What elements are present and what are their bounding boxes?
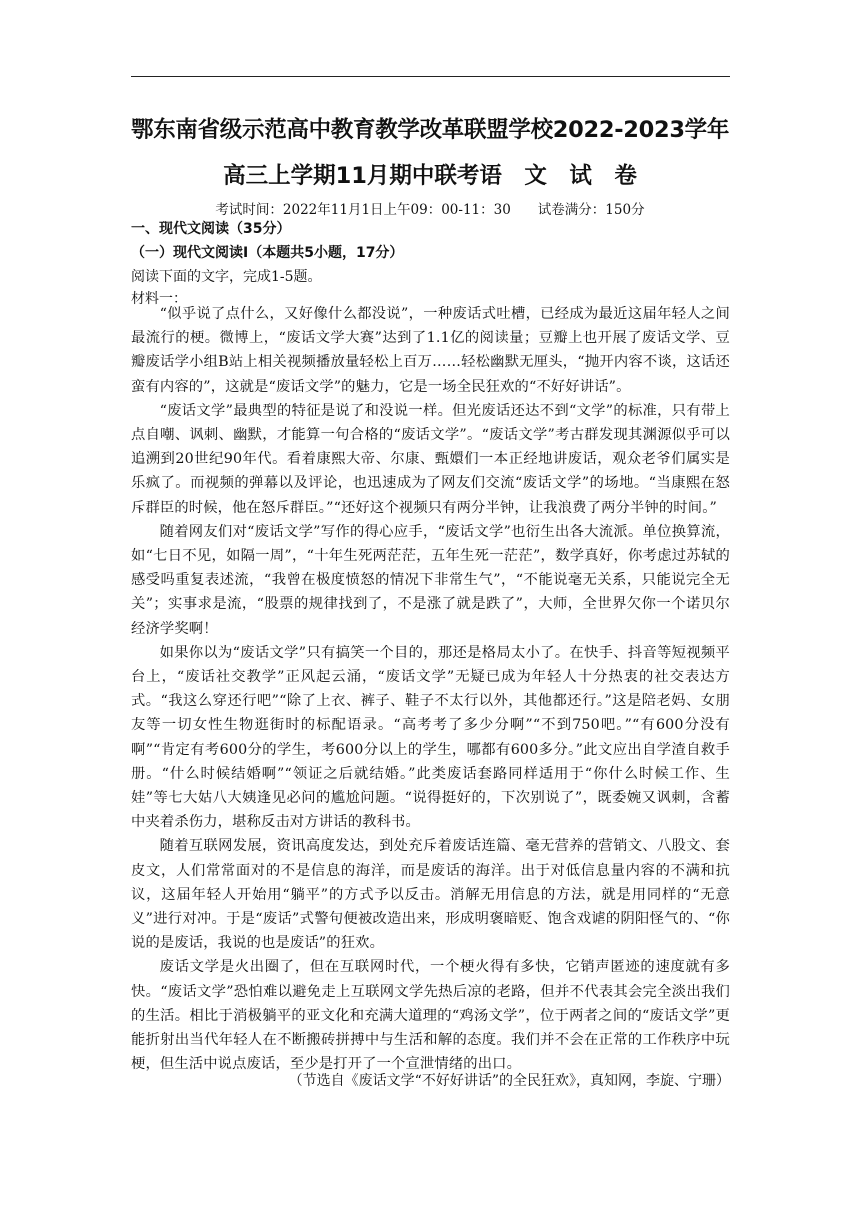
article-source: （节选自《废话文学“不好好讲话”的全民狂欢》，真知网，李旋、宁珊） xyxy=(288,1073,730,1089)
paragraph: 如果你以为“废话文学”只有搞笑一个目的，那还是格局太小了。在快手、抖音等短视频平台上，“废话社交教学”正风起云涌，“废话文学”无疑已成为年轻人十分热衷的社交表达方式。“我这么穿还行吧”“除了上衣、裤子、鞋子不太行以外，其他都还行。”这是陪老妈、女朋友等一切女性生物逛街时的标配语录。“高考考了多少分啊”“不到750吧。”“有600分没有啊”“肯定有考600分的学生，考600分以上的学生，哪都有600多分。”此文应出自学渣自救手册。“什么时候结婚啊”“领证之后就结婚。”此类废话套路同样适用于“你什么时候工作、生娃”等七大姑八大姨逢见必问的尴尬问题。“说得挺好的，下次别说了”，既委婉又讽刺，含蓄中夹着杀伤力，堪称反击对方讲话的教科书。 xyxy=(131,644,730,831)
article-body xyxy=(131,302,730,1077)
paragraph: 随着网友们对“废话文学”写作的得心应手，“废话文学”也衍生出各大流派。单位换算流，如“七日不见，如隔一周”，“十年生死两茫茫，五年生死一茫茫”，数学真好，你考虑过苏轼的感受吗重复表述流，“我曾在极度愤怒的情况下非常生气”，“不能说毫无关系，只能说完全无关”；实事求是流，“股票的规律找到了，不是涨了就是跌了”，大师，全世界欠你一个诺贝尔经济学奖啊！ xyxy=(131,523,730,637)
paragraph: 废话文学是火出圈了，但在互联网时代，一个梗火得有多快，它销声匿迹的速度就有多快。“废话文学”恐怕难以避免走上互联网文学先热后凉的老路，但并不代表其会完全淡出我们的生活。相比于消极躺平的亚文化和充满大道理的“鸡汤文学”，位于两者之间的“废话文学”更能折射出当代年轻人在不断搬砖拼搏中与生活和解的态度。我们并不会在正常的工作秩序中玩梗，但生活中说点废话，至少是打开了一个宣泄情绪的出口。 xyxy=(131,959,730,1073)
paragraph: 随着互联网发展，资讯高度发达，到处充斥着废话连篇、毫无营养的营销文、八股文、套皮文，人们常常面对的不是信息的海洋，而是废话的海洋。出于对低信息量内容的不满和抗议，这届年轻人开始用“躺平”的方式予以反击。消解无用信息的方法，就是用同样的“无意义”进行对冲。于是“废话”式警句便被改造出来，形成明褒暗贬、饱含戏谑的阴阳怪气的、“你说的是废话，我说的也是废话”的狂欢。 xyxy=(131,838,730,952)
reading-instruction: 阅读下面的文字，完成1-5题。 xyxy=(131,269,322,285)
exam-title-line2: 高三上学期11月期中联考语 文 试 卷 xyxy=(223,163,637,189)
paragraph: “废话文学”最典型的特征是说了和没说一样。但光废话还达不到“文学”的标准，只有带上点自嘲、讽刺、幽默，才能算一句合格的“废话文学”。“废话文学”考古群发现其渊源似乎可以追溯到20世纪90年代。看着康熙大帝、尔康、甄嬛们一本正经地讲废话，观众老爷们属实是乐疯了。而视频的弹幕以及评论，也迅速成为了网友们交流“废话文学”的场地。“当康熙在怒斥群臣的时候，他在怒斥群臣。”“还好这个视频只有两分半钟，让我浪费了两分半钟的时间。” xyxy=(131,402,730,516)
exam-title-line1: 鄂东南省级示范高中教育教学改革联盟学校2022-2023学年 xyxy=(131,117,730,143)
exam-info: 考试时间：2022年11月1日上午09：00-11：30 试卷满分：150分 xyxy=(215,202,645,218)
paragraph: “似乎说了点什么，又好像什么都没说”，一种废话式吐槽，已经成为最近这届年轻人之间最流行的梗。微博上，“废话文学大赛”达到了1.1亿的阅读量；豆瓣上也开展了废话文学、豆瓣废话学小组B站上相关视频播放量轻松上百万……轻松幽默无厘头，“抛开内容不谈，这话还蛮有内容的”，这就是“废话文学”的魅力，它是一场全民狂欢的“不好好讲话”。 xyxy=(131,306,730,395)
material-label: 材料一： xyxy=(131,291,187,307)
section-heading: 一、现代文阅读（35分） xyxy=(131,221,291,237)
subsection-heading: （一）现代文阅读Ⅰ（本题共5小题，17分） xyxy=(131,245,404,261)
header-rule xyxy=(131,76,730,77)
